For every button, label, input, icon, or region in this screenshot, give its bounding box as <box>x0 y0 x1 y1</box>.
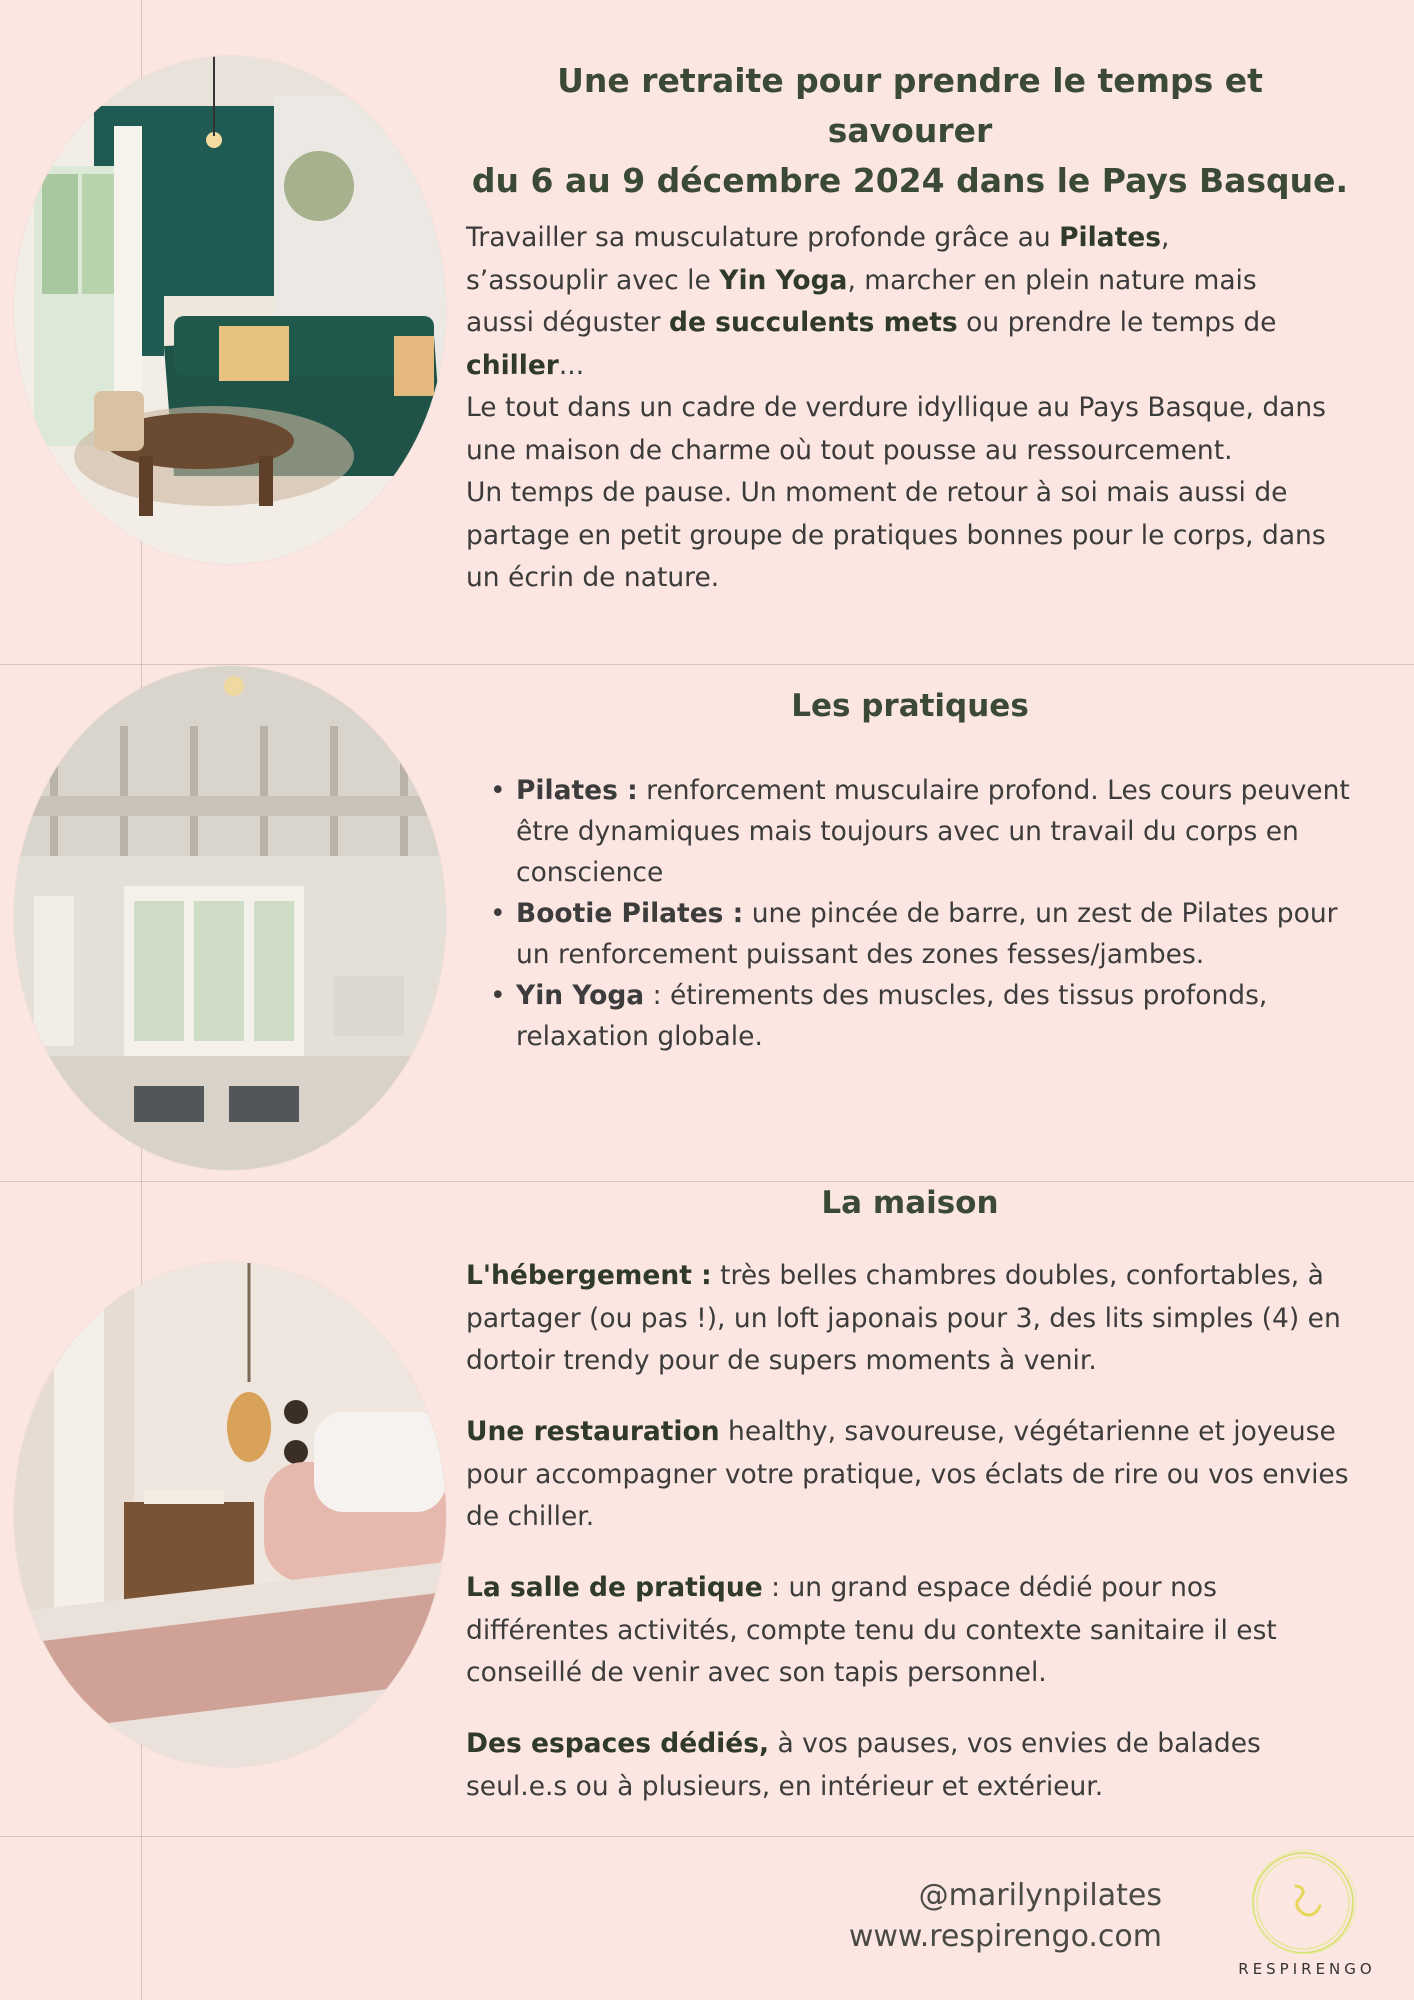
para-label: La salle de pratique <box>466 1572 763 1603</box>
maison-paragraph-salle <box>466 1567 1366 1695</box>
intro-text-part: , marcher en plein nature mais <box>847 264 1257 296</box>
living-room-photo <box>14 56 446 564</box>
intro-text-part: s’assouplir avec le <box>466 264 720 296</box>
item-label: Yin Yoga <box>516 980 645 1011</box>
para-label: L'hébergement : <box>466 1260 712 1291</box>
intro-bold-pilates: Pilates <box>1059 222 1161 253</box>
para-text: à vos pauses, vos envies de balades seul.e.s ou à plusieurs, en intérieur et extérieur. <box>466 1728 1261 1802</box>
para-label: Des espaces dédiés, <box>466 1728 770 1759</box>
item-label: Pilates : <box>516 775 638 806</box>
pratiques-title: Les pratiques <box>791 688 1029 724</box>
intro-bold-yin-yoga: Yin Yoga <box>719 264 848 296</box>
maison-title: La maison <box>821 1185 999 1221</box>
list-item <box>490 893 1370 975</box>
intro-paragraph-3: Un temps de pause. Un moment de retour à soi mais aussi de partage en petit groupe de pratiques bonnes pour le corps, dans un écrin de nature. <box>466 477 1326 593</box>
list-item <box>490 975 1370 1057</box>
item-label: Bootie Pilates : <box>516 898 744 929</box>
intro-paragraph-1 <box>466 217 1366 387</box>
intro-paragraph-2: Le tout dans un cadre de verdure idyllique au Pays Basque, dans une maison de charme où tout pousse au ressourcement. <box>466 392 1326 466</box>
maison-paragraph-espaces <box>466 1723 1366 1808</box>
title-line-1: Une retraite pour prendre le temps et savourer <box>557 61 1263 150</box>
list-item <box>490 770 1370 893</box>
page-title <box>470 56 1350 206</box>
intro-text-part: aussi déguster <box>466 307 669 338</box>
para-text: très belles chambres doubles, confortables, à partager (ou pas !), un loft japonais pour 3, des lits simples (4) en dortoir trendy pour de supers moments à venir. <box>466 1260 1341 1376</box>
para-label: Une restauration <box>466 1416 720 1447</box>
section-divider <box>0 1836 1414 1837</box>
para-text: healthy, savoureuse, végétarienne et joyeuse pour accompagner votre pratique, vos éclats de rire ou vos envies de chiller. <box>466 1416 1349 1532</box>
maison-paragraph-restauration <box>466 1411 1366 1539</box>
section-divider <box>0 1181 1414 1182</box>
instagram-handle[interactable]: @marilynpilates <box>918 1878 1162 1913</box>
respirengo-logo-icon <box>1248 1848 1358 1958</box>
maison-paragraph-hebergement <box>466 1255 1366 1383</box>
intro-text-part: , <box>1160 222 1170 253</box>
intro-text <box>466 217 1366 600</box>
item-text: : étirements des muscles, des tissus profonds, relaxation globale. <box>516 980 1268 1052</box>
para-text: : un grand espace dédié pour nos différentes activités, compte tenu du contexte sanitaire il est conseillé de venir avec son tapis personnel. <box>466 1572 1277 1688</box>
intro-text-part: ... <box>558 349 585 381</box>
section-divider <box>0 664 1414 665</box>
item-text: renforcement musculaire profond. Les cours peuvent être dynamiques mais toujours avec un travail du corps en conscience <box>516 775 1350 888</box>
intro-text-part: Travailler sa musculature profonde grâce au <box>466 222 1060 253</box>
intro-bold-chiller: chiller <box>466 349 559 381</box>
pratiques-list <box>490 770 1370 1057</box>
brand-name: RESPIRENGO <box>1238 1960 1376 1978</box>
item-text: une pincée de barre, un zest de Pilates pour un renforcement puissant des zones fesses/jambes. <box>516 898 1338 970</box>
title-line-2: du 6 au 9 décembre 2024 dans le Pays Basque. <box>471 161 1349 200</box>
practice-room-photo <box>14 666 446 1170</box>
bedroom-photo <box>14 1262 446 1767</box>
intro-text-part: ou prendre le temps de <box>957 307 1277 338</box>
intro-bold-mets: de succulents mets <box>669 307 958 338</box>
website-link[interactable]: www.respirengo.com <box>848 1919 1162 1954</box>
